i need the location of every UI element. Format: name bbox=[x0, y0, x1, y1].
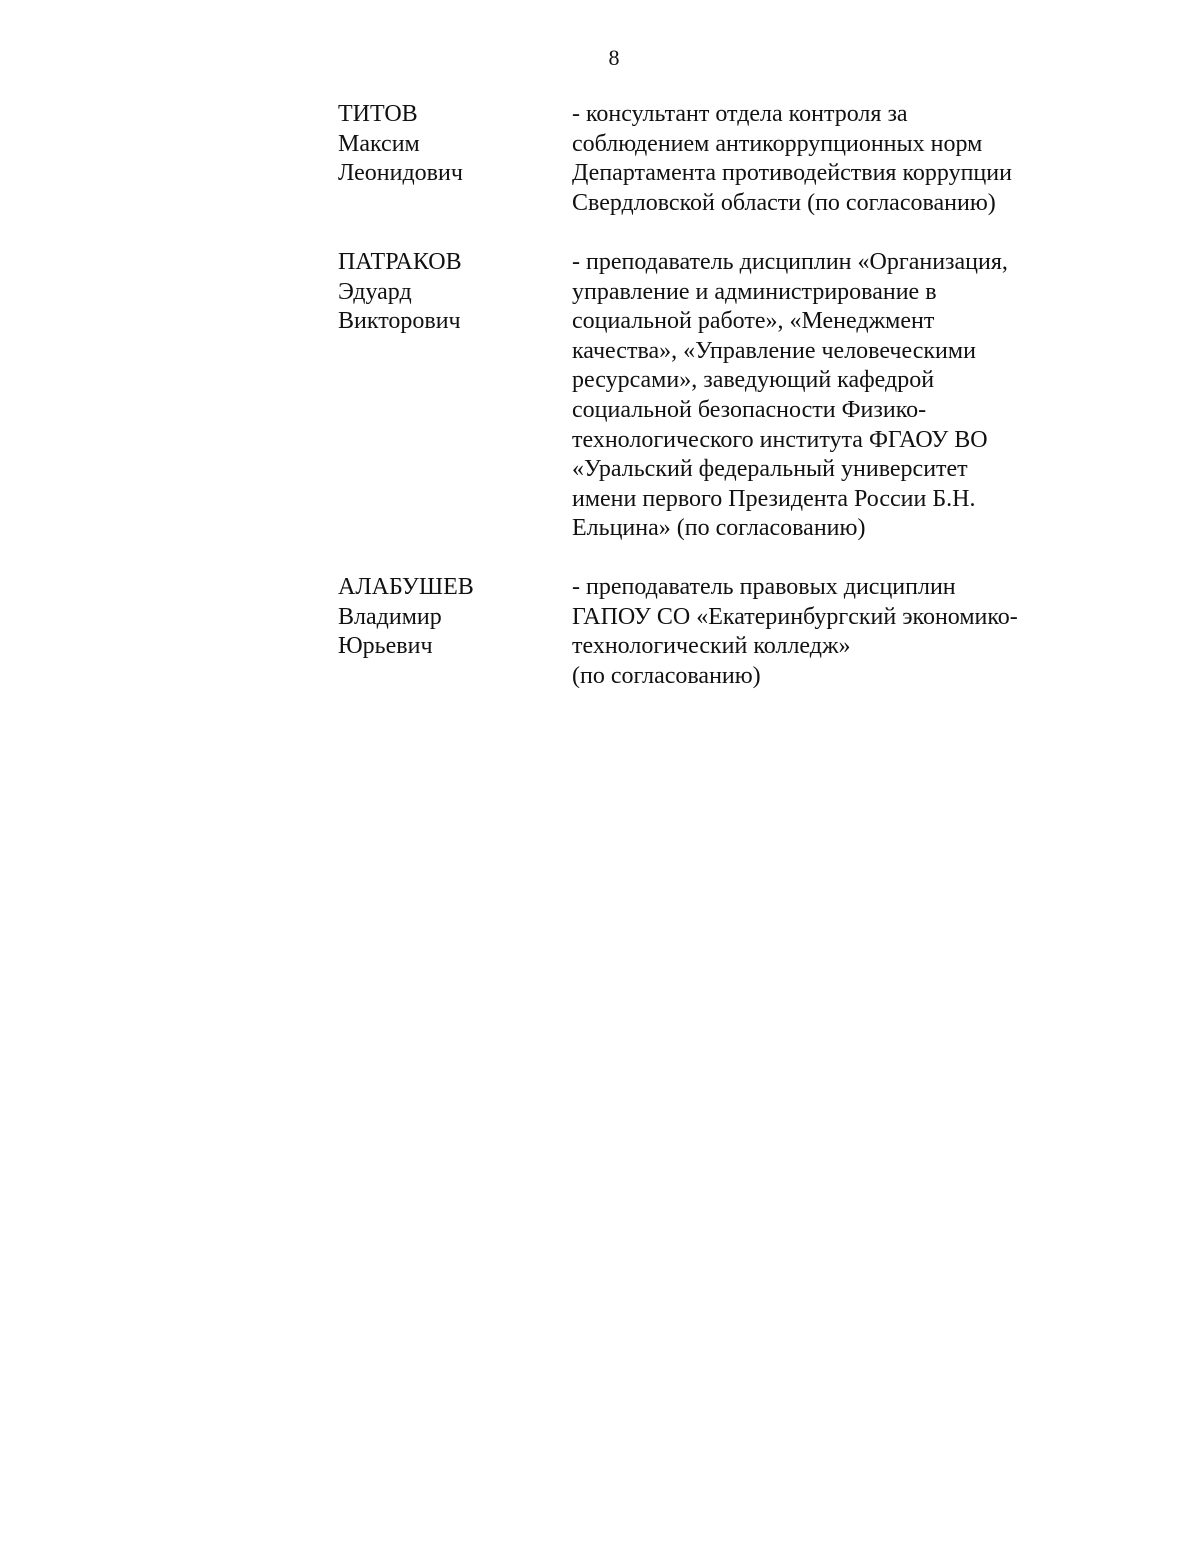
description-line: (по согласованию) bbox=[572, 662, 761, 689]
page-number: 8 bbox=[608, 45, 620, 70]
member-patronymic: Юрьевич bbox=[338, 633, 433, 660]
description-line: соблюдением антикоррупционных норм bbox=[572, 130, 983, 157]
member-description bbox=[572, 573, 1072, 691]
member-first-name: Максим bbox=[338, 130, 420, 157]
member-description bbox=[572, 248, 1072, 544]
description-line: социальной безопасности Физико- bbox=[572, 396, 927, 423]
member-surname: ПАТРАКОВ bbox=[338, 249, 462, 275]
description-line: «Уральский федеральный университет bbox=[572, 456, 968, 483]
description-line: имени первого Президента России Б.Н. bbox=[572, 485, 976, 512]
description-line: - преподаватель дисциплин «Организация, bbox=[572, 249, 1008, 275]
description-line: - преподаватель правовых дисциплин bbox=[572, 574, 956, 600]
member-patronymic: Викторович bbox=[338, 308, 461, 335]
description-line: Свердловской области (по согласованию) bbox=[572, 189, 996, 216]
description-line: качества», «Управление человеческими bbox=[572, 337, 976, 364]
description-line: ГАПОУ СО «Екатеринбургский экономико- bbox=[572, 603, 1018, 630]
member-first-name: Владимир bbox=[338, 603, 442, 630]
description-line: управление и администрирование в bbox=[572, 278, 937, 305]
description-line: социальной работе», «Менеджмент bbox=[572, 308, 935, 335]
description-line: Департамента противодействия коррупции bbox=[572, 160, 1012, 187]
description-line: ресурсами», заведующий кафедрой bbox=[572, 367, 935, 394]
member-surname: АЛАБУШЕВ bbox=[338, 574, 474, 600]
member-name bbox=[338, 248, 558, 337]
description-line: технологический колледж» bbox=[572, 633, 851, 660]
member-surname: ТИТОВ bbox=[338, 101, 418, 127]
member-name bbox=[338, 100, 558, 189]
member-name bbox=[338, 573, 558, 662]
description-line: Ельцина» (по согласованию) bbox=[572, 515, 866, 542]
member-description bbox=[572, 100, 1072, 218]
member-first-name: Эдуард bbox=[338, 278, 412, 305]
description-line: технологического института ФГАОУ ВО bbox=[572, 426, 988, 453]
description-line: - консультант отдела контроля за bbox=[572, 101, 908, 127]
member-patronymic: Леонидович bbox=[338, 160, 463, 187]
